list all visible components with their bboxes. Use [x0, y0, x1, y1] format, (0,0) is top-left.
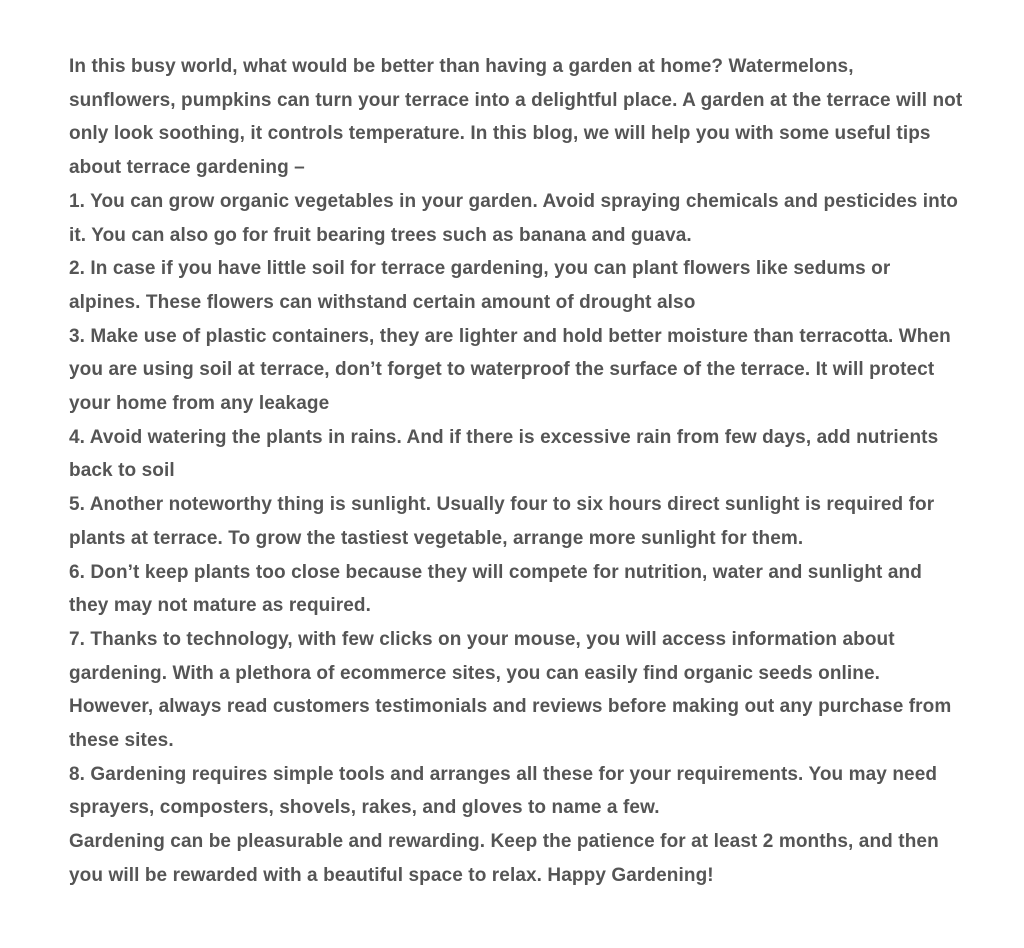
tip-8: 8. Gardening requires simple tools and arranges all these for your requirements. You may need sprayers, composters, shovels, rakes, and gloves to name a few. [69, 763, 938, 819]
tip-1: 1. You can grow organic vegetables in your garden. Avoid spraying chemicals and pesticides into it. You can also go for fruit bearing trees such as banana and guava. [69, 190, 959, 246]
intro-paragraph: In this busy world, what would be better than having a garden at home? Watermelons, sunflowers, pumpkins can turn your terrace into a delightful place. A garden at the terrace will not only look soothing, it controls temperature. In this blog, we will help you with some useful tips about terrace gardening – [69, 56, 963, 179]
tip-5: 5. Another noteworthy thing is sunlight. Usually four to six hours direct sunlight is required for plants at terrace. To grow the tastiest vegetable, arrange more sunlight for them. [69, 494, 935, 549]
tip-3: 3. Make use of plastic containers, they are lighter and hold better moisture than terracotta. When you are using soil at terrace, don’t forget to waterproof the surface of the terrace. It will protect your home from any leakage [69, 325, 951, 415]
tip-7: 7. Thanks to technology, with few clicks on your mouse, you will access information about gardening. With a plethora of ecommerce sites, you can easily find organic seeds online. However, always read customers testimonials and reviews before making out any purchase from these sites. [69, 628, 952, 752]
tip-4: 4. Avoid watering the plants in rains. And if there is excessive rain from few days, add nutrients back to soil [69, 426, 939, 482]
tip-6: 6. Don’t keep plants too close because they will compete for nutrition, water and sunlight and they may not mature as required. [69, 561, 922, 617]
conclusion-paragraph: Gardening can be pleasurable and rewarding. Keep the patience for at least 2 months, and then you will be rewarded with a beautiful space to relax. Happy Gardening! [69, 831, 939, 886]
tip-2: 2. In case if you have little soil for terrace gardening, you can plant flowers like sedums or alpines. These flowers can withstand certain amount of drought also [69, 258, 891, 313]
